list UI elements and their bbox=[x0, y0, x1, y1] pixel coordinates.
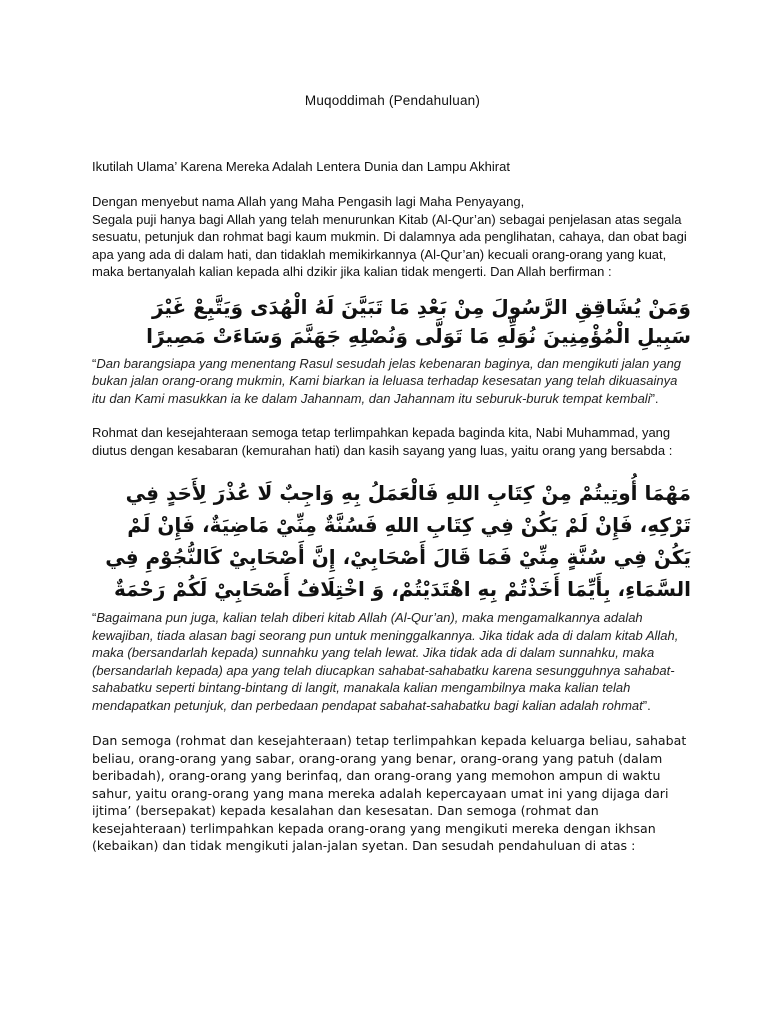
subtitle-line: Ikutilah Ulama’ Karena Mereka Adalah Lentera Dunia dan Lampu Akhirat bbox=[92, 158, 510, 174]
verse-translation-text: Dan barangsiapa yang menentang Rasul sesudah jelas kebenaran baginya, dan mengikuti jalan yang bukan jalan orang-orang mukmin, Kami biarkan ia leluasa terhadap kesesatan yang telah dikuasainya itu dan Kami masukkan ia ke dalam Jahannam, dan Jahannam itu seburuk-buruk tempat kembali bbox=[92, 355, 682, 406]
verse-translation bbox=[92, 355, 693, 408]
page-title: Muqoddimah (Pendahuluan) bbox=[304, 93, 481, 108]
quote-open-mark: “ bbox=[92, 610, 97, 625]
hadith-translation bbox=[92, 609, 693, 714]
hadith-translation-text: Bagaimana pun juga, kalian telah diberi kitab Allah (Al-Qur’an), maka mengamalkannya adalah kewajiban, tiada alasan bagi seorang pun untuk meninggalkannya. Jika tidak ada di dalam kitab Allah, maka (bersandarlah kepada) sunnahku yang telah lewat. Jika tidak ada di dalam sunnahku, maka (bersandarlah kepada) apa yang telah diucapkan sahabat-sahabatku karena sesungguhnya sahabat-sahabatku seperti bintang-bintang di langit, manakala kalian mengambilnya maka kalian telah mendapatkan petunjuk, dan perbedaan pendapat sabahat-sahabatku bagi kalian adalah rohmat bbox=[92, 610, 679, 713]
opening-line: Dengan menyebut nama Allah yang Maha Pengasih lagi Maha Penyayang, bbox=[92, 194, 525, 209]
quote-close-mark: ”. bbox=[642, 697, 651, 713]
quote-close-mark: ”. bbox=[650, 390, 659, 406]
quote-open-mark: “ bbox=[92, 355, 97, 371]
intro-paragraph: Segala puji hanya bagi Allah yang telah menurunkan Kitab (Al-Qur’an) sebagai penjelasan atas segala sesuatu, petunjuk dan rohmat bagi kaum mukmin. Di dalamnya ada penglihatan, cahaya, dan obat bagi apa yang ada di dalam hati, dan tidaklah memikirkannya (Al-Qur’an) kecuali orang-orang yang kuat, maka bertanyalah kalian kepada alhi dzikir jika kalian tidak mengerti. Dan Allah berfirman : bbox=[92, 211, 687, 279]
arabic-verse: وَمَنْ يُشَاقِقِ الرَّسُولَ مِنْ بَعْدِ مَا تَبَيَّنَ لَهُ الْهُدَى وَيَتَّبِعْ غَيْرَ سَبِيلِ الْمُؤْمِنِينَ نُوَلِّهِ مَا تَوَلَّى وَنُصْلِهِ جَهَنَّمَ وَسَاءَتْ مَصِيرًا bbox=[146, 294, 691, 348]
arabic-hadith: مَهْمَا أُوتِيتُمْ مِنْ كِتَابِ اللهِ فَالْعَمَلُ بِهِ وَاجِبٌ لَا عُذْرَ لِأَحَدٍ فِي تَرْكِهِ، فَإِنْ لَمْ يَكُنْ فِي كِتَابِ اللهِ فَسُنَّةٌ مِنِّيْ مَاضِيَةٌ، فَإِنْ لَمْ يَكُنْ فِي سُنَّةٍ مِنِّيْ فَمَا قَالَ أَصْحَابِيْ، إِنَّ أَصْحَابِيْ كَالنُّجُوْمِ فِي السَّمَاءِ، بِأَيِّمَا أَخَذْتُمْ بِهِ اهْتَدَيْتُمْ، وَ اخْتِلَافُ أَصْحَابِيْ لَكُمْ رَحْمَةٌ bbox=[105, 481, 691, 601]
closing-paragraph: Dan semoga (rohmat dan kesejahteraan) tetap terlimpahkan kepada keluarga beliau, sahabat beliau, orang-orang yang sabar, orang-orang yang benar, orang-orang yang patuh (dalam beribadah), orang-orang yang berinfaq, dan orang-orang yang memohon ampun di waktu sahur, yaitu orang-orang yang mana mereka adalah kepercayaan umat ini yang dijaga dari ijtima’ (bersepakat) kepada kesalahan dan kesesatan. Dan semoga (rohmat dan kesejahteraan) terlimpahkan kepada orang-orang yang mengikuti mereka dengan ikhsan (kebaikan) dan tidak mengikuti jalan-jalan syetan. Dan sesudah pendahuluan di atas : bbox=[92, 733, 687, 853]
blessing-paragraph: Rohmat dan kesejahteraan semoga tetap terlimpahkan kepada baginda kita, Nabi Muhammad, yang diutus dengan kesabaran (kemurahan hati) dan kasih sayang yang luas, yaitu orang yang bersabda : bbox=[92, 425, 673, 458]
